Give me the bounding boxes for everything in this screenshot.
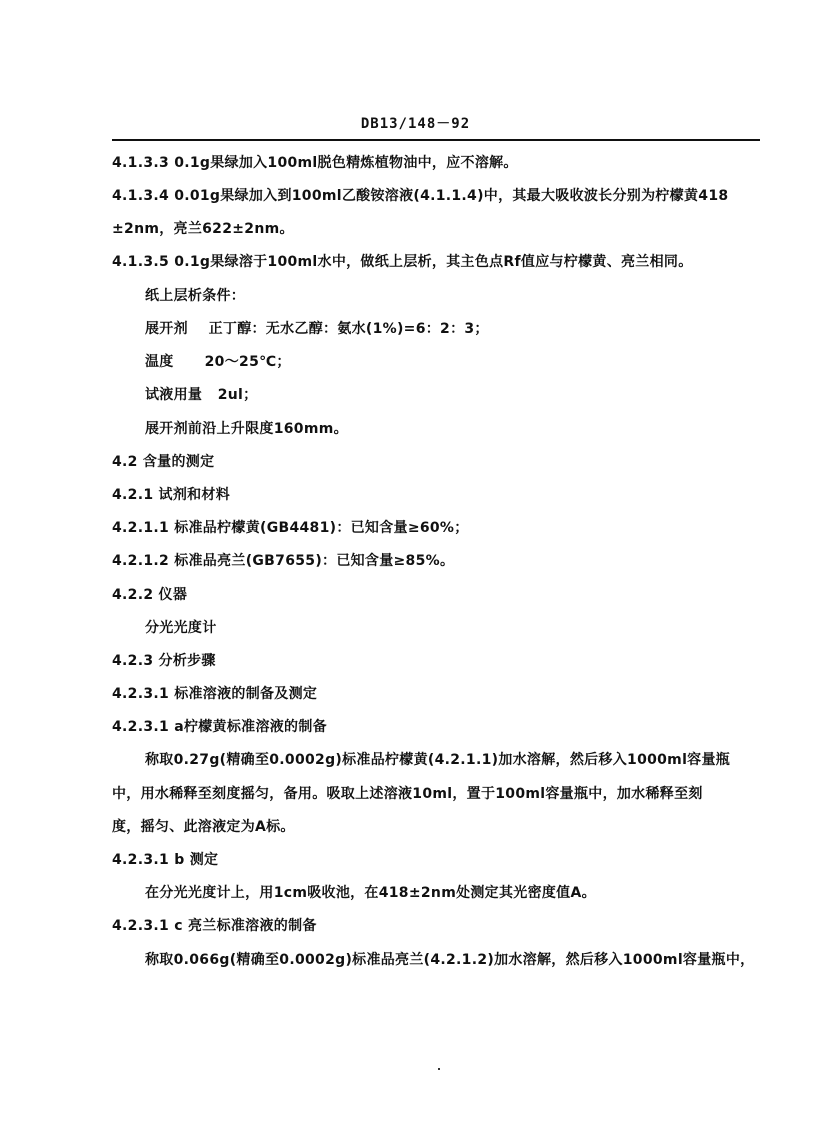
section-4-2: 4.2 含量的测定 <box>112 454 215 470</box>
clause-4-1-3-3: 4.1.3.3 0.1g果绿加入100ml脱色精炼植物油中，应不溶解。 <box>112 155 518 171</box>
condition-temperature: 温度 20～25℃； <box>145 354 291 370</box>
clause-4-1-3-4-cont: ±2nm，亮兰622±2nm。 <box>112 221 294 237</box>
paragraph-a-line-2: 中，用水稀释至刻度摇匀，备用。吸取上述溶液10ml，置于100ml容量瓶中，加水稀释至刻 <box>112 786 703 802</box>
paragraph-b-line-1: 在分光光度计上，用1cm吸收池，在418±2nm处测定其光密度值A。 <box>145 885 596 901</box>
clause-4-2-3-1-a: 4.2.3.1 a柠檬黄标准溶液的制备 <box>112 719 327 735</box>
header-rule <box>112 139 760 141</box>
condition-developer: 展开剂 正丁醇：无水乙醇：氨水(1%)=6：2：3； <box>145 321 489 337</box>
section-4-2-2: 4.2.2 仪器 <box>112 587 188 603</box>
section-4-2-3: 4.2.3 分析步骤 <box>112 653 216 669</box>
clause-4-1-3-4: 4.1.3.4 0.01g果绿加入到100ml乙酸铵溶液(4.1.1.4)中，其最大吸收波长分别为柠檬黄418 <box>112 188 729 204</box>
instrument-item: 分光光度计 <box>145 620 217 636</box>
condition-sample-volume: 试液用量 2ul； <box>145 387 258 403</box>
paragraph-a-line-3: 度，摇匀、此溶液定为A标。 <box>112 819 295 835</box>
clause-4-2-1-1: 4.2.1.1 标准品柠檬黄(GB4481)：已知含量≥60%； <box>112 520 469 536</box>
clause-4-2-3-1-b: 4.2.3.1 b 测定 <box>112 852 219 868</box>
chromatography-conditions-title: 纸上层析条件： <box>145 288 246 304</box>
scan-speck <box>438 1068 440 1070</box>
clause-4-1-3-5: 4.1.3.5 0.1g果绿溶于100ml水中，做纸上层析，其主色点Rf值应与柠檬黄、亮兰相同。 <box>112 254 693 270</box>
clause-4-2-1-2: 4.2.1.2 标准品亮兰(GB7655)：已知含量≥85%。 <box>112 553 455 569</box>
clause-4-2-3-1: 4.2.3.1 标准溶液的制备及测定 <box>112 686 318 702</box>
paragraph-c-line-1: 称取0.066g(精确至0.0002g)标准品亮兰(4.2.1.2)加水溶解，然后移入1000ml容量瓶中， <box>145 952 755 968</box>
condition-front-limit: 展开剂前沿上升限度160mm。 <box>145 421 348 437</box>
section-4-2-1: 4.2.1 试剂和材料 <box>112 487 231 503</box>
paragraph-a-line-1: 称取0.27g(精确至0.0002g)标准品柠檬黄(4.2.1.1)加水溶解，然后移入1000ml容量瓶 <box>145 752 731 768</box>
clause-4-2-3-1-c: 4.2.3.1 c 亮兰标准溶液的制备 <box>112 918 317 934</box>
page-header-code: DB13/148－92 <box>360 116 471 132</box>
